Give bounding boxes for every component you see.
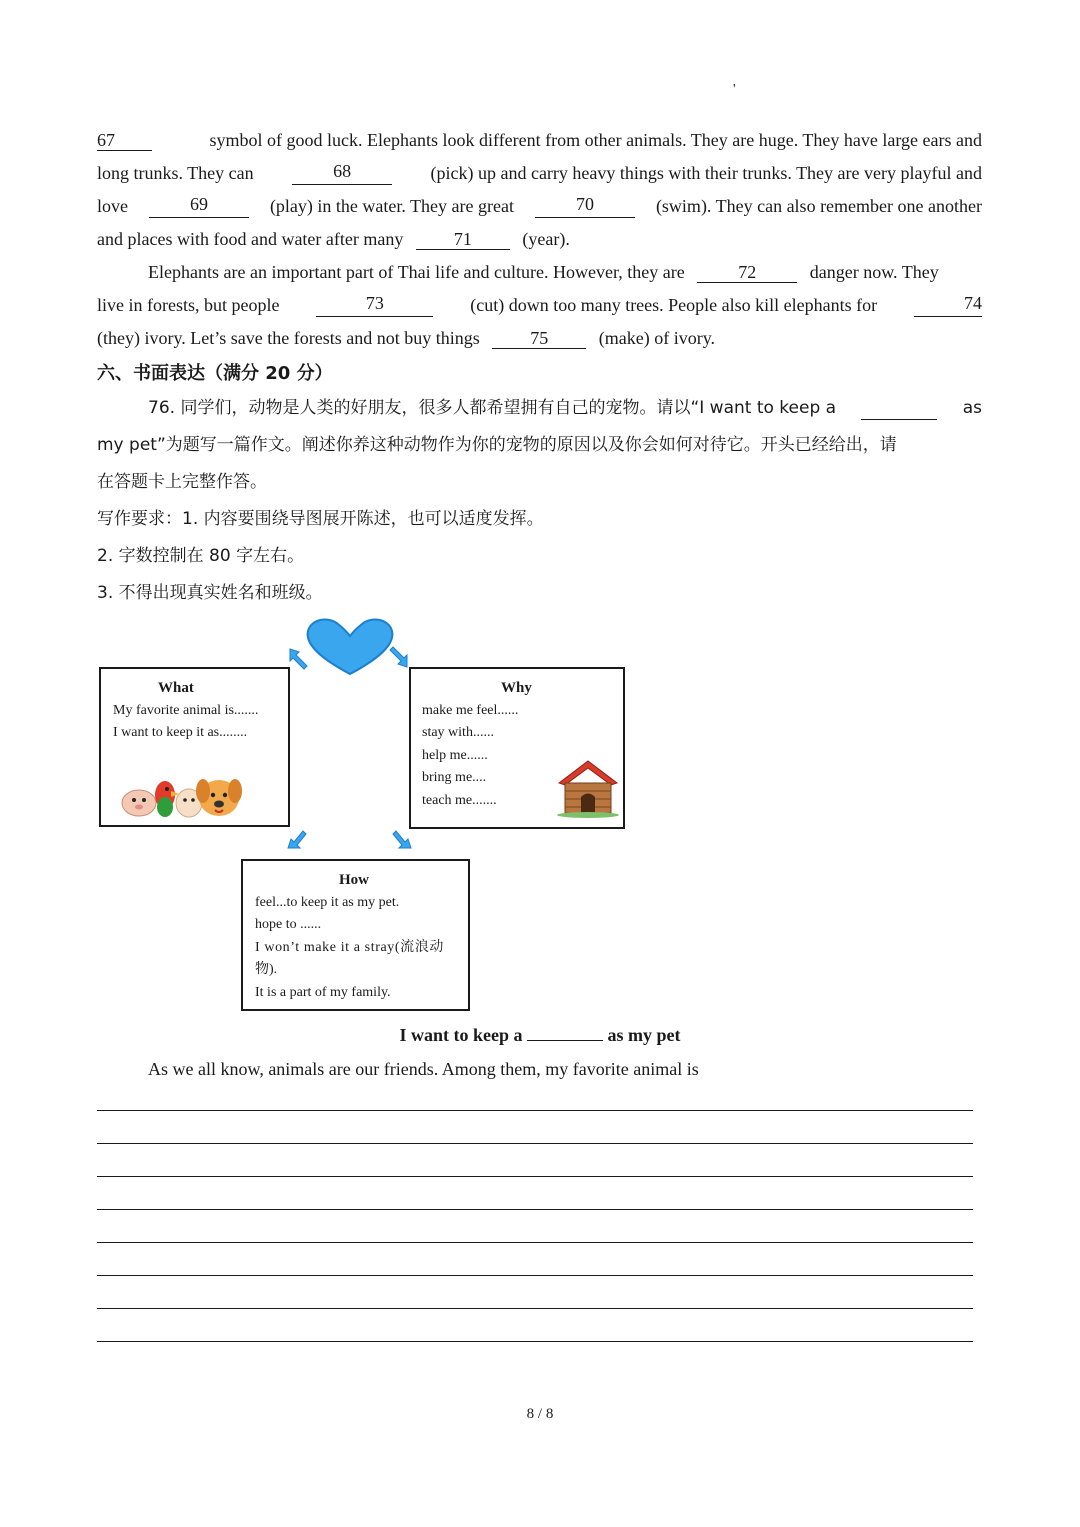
writing-line[interactable] [97, 1110, 973, 1111]
passage-line-6: live in forests, but people 73 (cut) down too many trees. People also kill elephants for 74 [97, 293, 982, 315]
writing-line[interactable] [97, 1308, 973, 1309]
blank-75[interactable]: 75 [492, 328, 586, 349]
title-blank[interactable] [861, 396, 937, 420]
blank-69[interactable]: 69 [149, 194, 249, 218]
arrow-icon [282, 826, 308, 852]
why-line: teach me....... [422, 792, 497, 808]
what-box [99, 667, 290, 827]
writing-line[interactable] [97, 1209, 973, 1210]
how-box [241, 859, 470, 1011]
essay-title: I want to keep a as my pet [399, 1025, 681, 1045]
why-line: stay with...... [422, 725, 494, 740]
passage-line-4: and places with food and water after many 71 (year). [97, 229, 570, 249]
writing-line[interactable] [97, 1341, 973, 1342]
section-heading: 六、书面表达（满分 20 分） [97, 363, 333, 384]
requirement-3: 3. 不得出现真实姓名和班级。 [97, 583, 323, 603]
doghouse-icon [555, 757, 621, 819]
how-line: 物). [255, 962, 278, 977]
question-76-line-2: my pet”为题写一篇作文。阐述你养这种动物作为你的宠物的原因以及你会如何对待它。开头已经给出，请 [97, 435, 897, 455]
passage-line-3: love 69 (play) in the water. They are great 70 (swim). They can also remember one another [97, 194, 982, 216]
passage-line-1 [97, 128, 982, 152]
passage-line-2: long trunks. They can 68 (pick) up and carry heavy things with their trunks. They are very playful and [97, 161, 982, 183]
blank-72[interactable]: 72 [697, 262, 797, 283]
writing-line[interactable] [97, 1176, 973, 1177]
blank-70[interactable]: 70 [535, 194, 635, 218]
question-76-line-1: 76. 同学们，动物是人类的好朋友，很多人都希望拥有自己的宠物。请以“I want to keep a as [148, 398, 982, 418]
blank-73[interactable]: 73 [316, 293, 433, 317]
why-box [409, 667, 625, 829]
page-number: 8 / 8 [526, 1406, 554, 1422]
blank-67[interactable]: 67 [97, 130, 152, 151]
blank-74[interactable]: 74 [914, 293, 982, 317]
how-line: hope to ...... [255, 917, 322, 932]
blank-68[interactable]: 68 [292, 161, 392, 185]
requirement-1: 写作要求：1. 内容要围绕导图展开陈述，也可以适度发挥。 [97, 509, 544, 529]
requirement-2: 2. 字数控制在 80 字左右。 [97, 546, 305, 566]
what-line: My favorite animal is....... [113, 702, 259, 718]
how-line: I won’t make it a stray(流浪动 [255, 939, 444, 955]
why-line: help me...... [422, 747, 488, 763]
how-line: It is a part of my family. [255, 984, 391, 1000]
writing-line[interactable] [97, 1275, 973, 1276]
pets-illustration-icon [119, 765, 245, 821]
how-line: feel...to keep it as my pet. [255, 894, 400, 910]
what-line: I want to keep it as........ [113, 725, 248, 740]
arrow-icon [391, 826, 417, 852]
heart-icon [300, 614, 400, 678]
page-mark: ' [733, 82, 736, 97]
passage-text: symbol of good luck. Elephants look different from other animals. They are huge. They have large ears and [209, 130, 982, 150]
question-76-line-3: 在答题卡上完整作答。 [97, 472, 267, 492]
passage-line-5: Elephants are an important part of Thai life and culture. However, they are 72 danger now. They [148, 262, 939, 282]
blank-71[interactable]: 71 [416, 229, 510, 250]
essay-opening: As we all know, animals are our friends. Among them, my favorite animal is [148, 1059, 699, 1079]
why-line: make me feel...... [422, 702, 519, 718]
essay-title-blank[interactable] [527, 1040, 603, 1041]
what-title: What [158, 680, 194, 696]
writing-line[interactable] [97, 1242, 973, 1243]
passage-line-7: (they) ivory. Let’s save the forests and not buy things 75 (make) of ivory. [97, 328, 716, 348]
writing-line[interactable] [97, 1143, 973, 1144]
why-title: Why [501, 680, 532, 696]
why-line: bring me.... [422, 770, 487, 785]
how-title: How [339, 872, 369, 888]
